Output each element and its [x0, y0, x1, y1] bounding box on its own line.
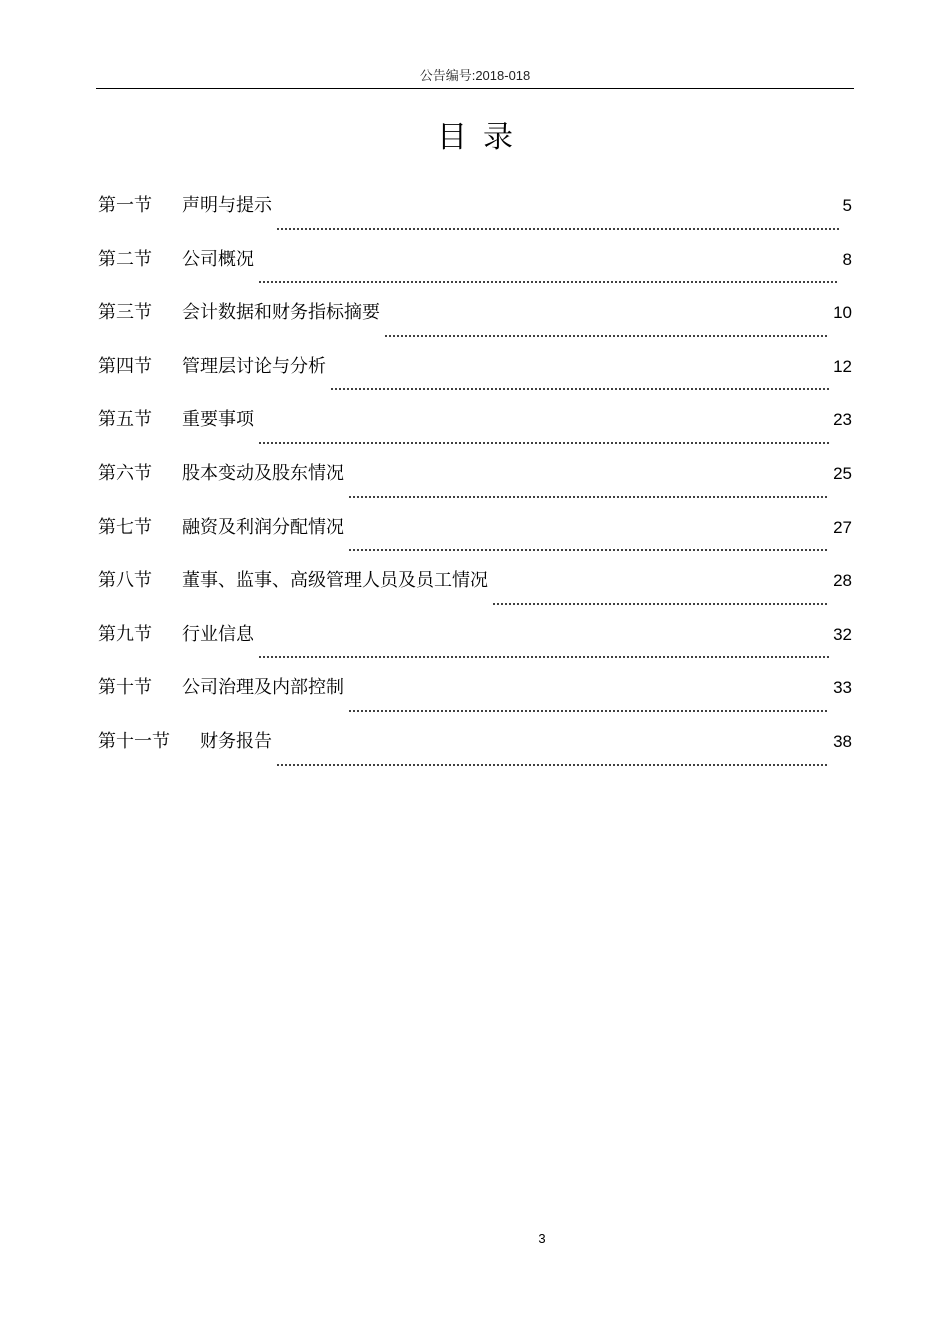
toc-section-title: 行业信息 — [182, 623, 254, 645]
toc-section-number: 第一节 — [98, 195, 152, 216]
toc-section-number: 第八节 — [98, 570, 152, 592]
table-of-contents — [98, 190, 852, 780]
toc-section-number: 第六节 — [98, 462, 152, 484]
toc-page-number: 33 — [833, 678, 852, 698]
toc-dot-leader — [348, 695, 829, 713]
toc-section-number: 第七节 — [98, 516, 152, 538]
toc-page-number: 5 — [842, 196, 852, 215]
toc-entry[interactable] — [98, 458, 852, 512]
toc-page-number: 10 — [833, 303, 852, 323]
toc-page-number: 25 — [833, 463, 852, 483]
toc-dot-leader — [492, 588, 829, 606]
toc-section-number: 第三节 — [98, 302, 152, 324]
toc-section-number: 第四节 — [98, 355, 152, 377]
toc-dot-leader — [258, 266, 839, 284]
toc-entry[interactable] — [98, 351, 852, 405]
toc-dot-leader — [348, 534, 829, 552]
toc-section-number: 第十节 — [98, 677, 152, 699]
toc-page-number: 27 — [833, 517, 852, 537]
toc-entry[interactable] — [98, 404, 852, 458]
toc-entry[interactable] — [98, 512, 852, 566]
toc-section-number: 第二节 — [98, 248, 152, 270]
page-number: 3 — [538, 1231, 546, 1246]
toc-section-number: 第五节 — [98, 409, 152, 431]
toc-dot-leader — [276, 749, 829, 767]
toc-section-title: 董事、监事、高级管理人员及员工情况 — [182, 570, 488, 592]
toc-entry[interactable] — [98, 244, 852, 298]
toc-dot-leader — [276, 213, 839, 231]
toc-section-title: 重要事项 — [182, 409, 254, 431]
toc-entry[interactable] — [98, 190, 852, 244]
page-title: 目录 — [437, 120, 529, 155]
toc-dot-leader — [258, 427, 829, 445]
toc-entry[interactable] — [98, 672, 852, 726]
toc-entry[interactable] — [98, 565, 852, 619]
toc-entry[interactable] — [98, 726, 852, 780]
toc-section-title: 公司治理及内部控制 — [182, 677, 344, 699]
announcement-number: 公告编号:2018-018 — [419, 68, 531, 83]
toc-page-number: 28 — [833, 571, 852, 591]
toc-section-title: 会计数据和财务指标摘要 — [182, 302, 380, 324]
toc-dot-leader — [258, 641, 829, 659]
page-header — [96, 66, 854, 89]
toc-entry[interactable] — [98, 619, 852, 673]
toc-section-title: 股本变动及股东情况 — [182, 462, 344, 484]
toc-page-number: 23 — [833, 410, 852, 430]
toc-section-number: 第九节 — [98, 623, 152, 645]
toc-page-number: 8 — [842, 249, 852, 269]
toc-section-title: 财务报告 — [200, 730, 272, 752]
toc-dot-leader — [348, 481, 829, 499]
toc-dot-leader — [384, 320, 829, 338]
toc-section-title: 声明与提示 — [182, 195, 272, 216]
toc-page-number: 12 — [833, 356, 852, 376]
toc-dot-leader — [330, 373, 829, 391]
toc-entry[interactable] — [98, 297, 852, 351]
toc-section-title: 融资及利润分配情况 — [182, 516, 344, 538]
toc-section-title: 管理层讨论与分析 — [182, 355, 326, 377]
toc-page-number: 32 — [833, 624, 852, 644]
toc-section-number: 第十一节 — [98, 730, 170, 752]
toc-section-title: 公司概况 — [182, 248, 254, 270]
toc-page-number: 38 — [833, 731, 852, 751]
